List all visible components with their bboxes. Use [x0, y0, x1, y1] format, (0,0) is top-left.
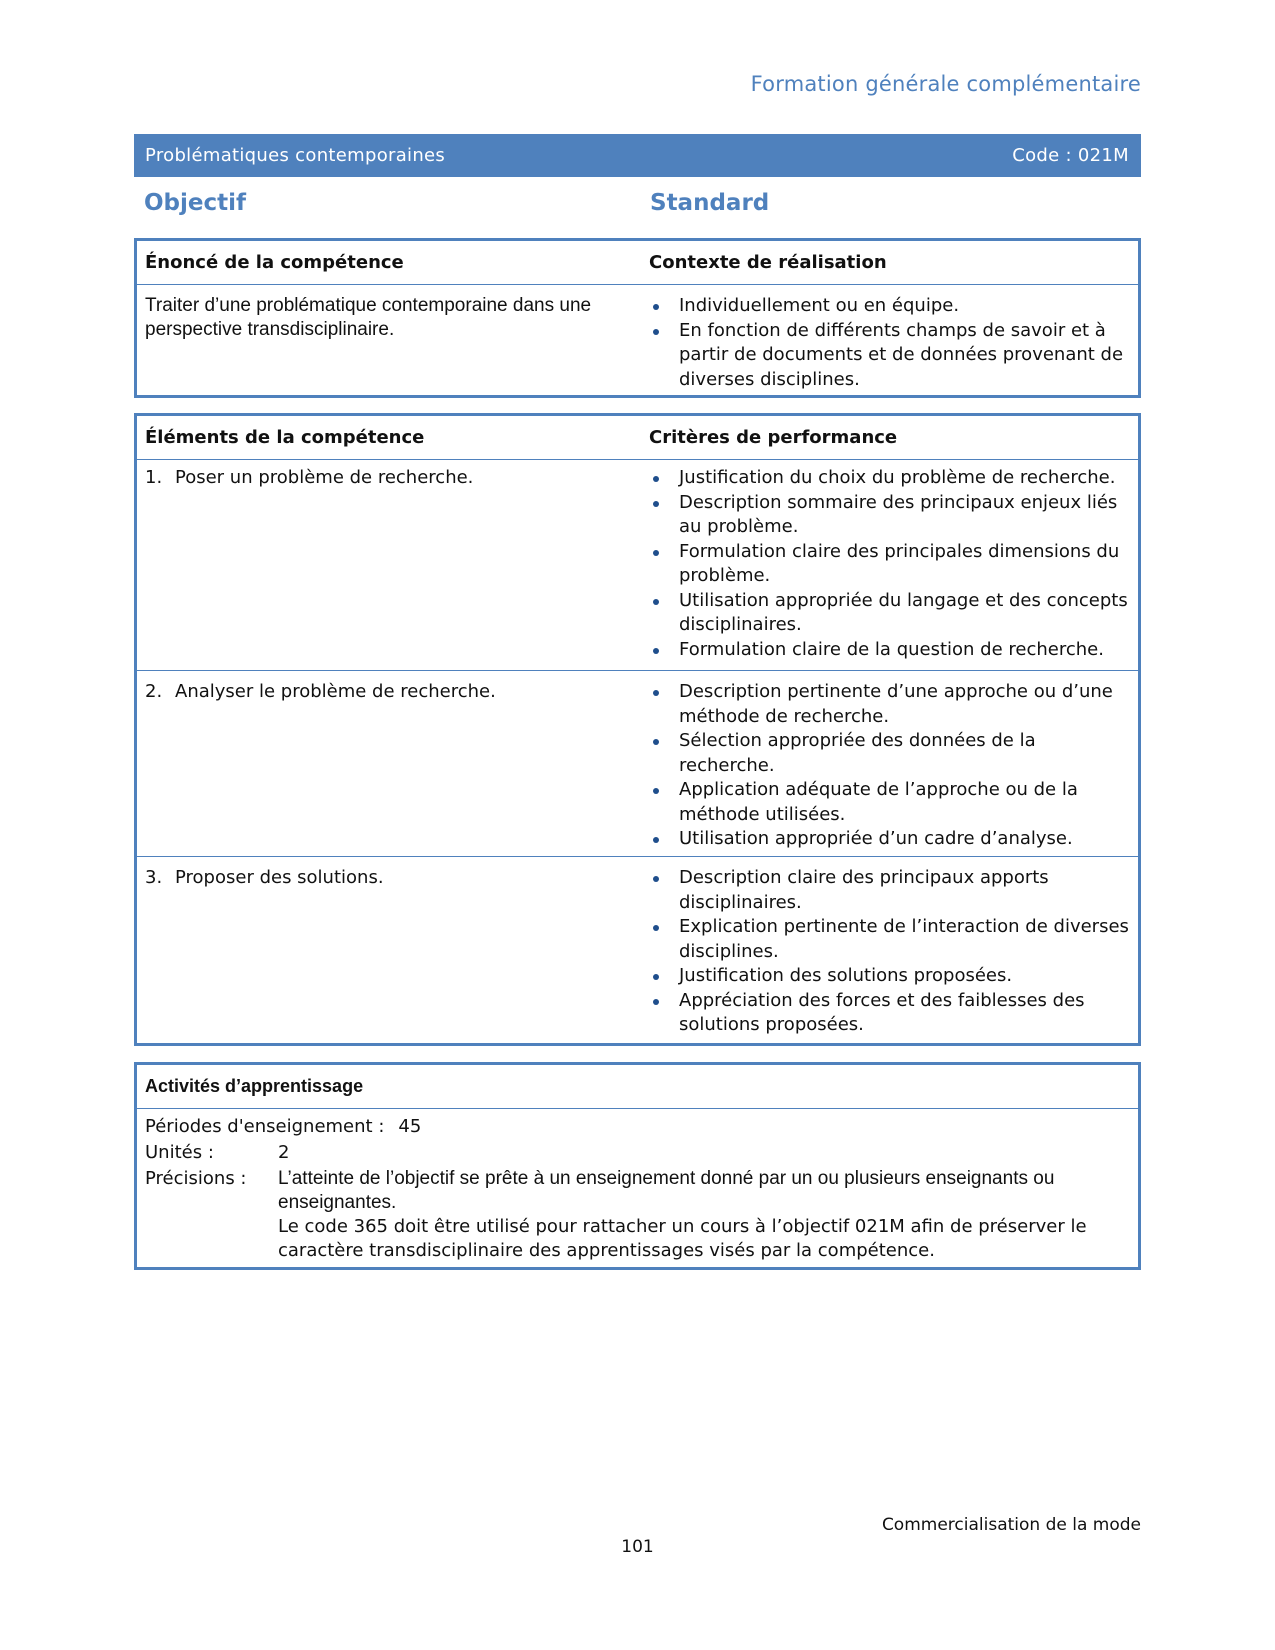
- precision-item: Le code 365 doit être utilisé pour rattacher un cours à l’objectif 021M afin de préserver le caractère transdisciplinaire des apprentissages visés par la compétence.: [278, 1216, 1087, 1261]
- unites-label: Unités :: [145, 1142, 214, 1163]
- enonce-header-row: [137, 241, 1138, 284]
- element-1: [137, 466, 637, 670]
- periodes-label: Périodes d'enseignement :: [145, 1116, 385, 1137]
- precisions-label: Précisions :: [145, 1168, 247, 1189]
- contexte-header: Contexte de réalisation: [649, 252, 887, 273]
- criteres-header: Critères de performance: [649, 427, 898, 448]
- critere-item: Sélection appropriée des données de la recherche.: [649, 729, 1130, 778]
- enonce-table: [134, 238, 1141, 398]
- element-text: Poser un problème de recherche.: [175, 467, 474, 488]
- precisions-row: [145, 1166, 1130, 1263]
- activites-header-row: [137, 1065, 1138, 1108]
- unites-row: [145, 1140, 1130, 1166]
- element-number: 3.: [145, 867, 163, 888]
- element-row-2: [137, 670, 1138, 856]
- critere-item: Description pertinente d’une approche ou d’une méthode de recherche.: [649, 680, 1130, 729]
- enonce-body-row: [137, 284, 1138, 392]
- activites-table: [134, 1062, 1141, 1270]
- enonce-text: Traiter d’une problématique contemporaine dans une perspective transdisciplinaire.: [145, 295, 592, 340]
- title-bar: [134, 134, 1141, 177]
- footer-program: Commercialisation de la mode: [881, 1515, 1141, 1535]
- elements-header-row: [137, 416, 1138, 459]
- critere-item: Utilisation appropriée du langage et des concepts disciplinaires.: [649, 589, 1130, 638]
- critere-item: Justification du choix du problème de recherche.: [649, 466, 1130, 491]
- enonce-header: Énoncé de la compétence: [145, 252, 404, 273]
- activites-header: Activités d’apprentissage: [145, 1076, 364, 1096]
- criteres-list-3: [649, 866, 1130, 1038]
- elements-table: [134, 413, 1141, 1046]
- precision-item: L’atteinte de l’objectif se prête à un enseignement donné par un ou plusieurs enseignants ou enseignantes.: [278, 1168, 1055, 1213]
- contexte-list-cell: [637, 294, 1138, 392]
- activites-body: [137, 1108, 1138, 1263]
- element-number: 2.: [145, 681, 163, 702]
- unites-value: 2: [278, 1142, 290, 1163]
- element-row-1: [137, 459, 1138, 670]
- critere-item: Description sommaire des principaux enjeux liés au problème.: [649, 491, 1130, 540]
- page-number: 101: [621, 1537, 654, 1557]
- critere-item: Description claire des principaux apports disciplinaires.: [649, 866, 1130, 915]
- critere-item: Explication pertinente de l’interaction de diverses disciplines.: [649, 915, 1130, 964]
- element-text: Analyser le problème de recherche.: [175, 681, 496, 702]
- section-head-standard: Standard: [650, 190, 770, 216]
- critere-item: Appréciation des forces et des faiblesses des solutions proposées.: [649, 989, 1130, 1038]
- contexte-item: Individuellement ou en équipe.: [649, 294, 1130, 319]
- periodes-value: 45: [398, 1116, 422, 1137]
- critere-item: Application adéquate de l’approche ou de la méthode utilisées.: [649, 778, 1130, 827]
- contexte-item: En fonction de différents champs de savoir et à partir de documents et de données provenant de diverses disciplines.: [649, 319, 1130, 393]
- contexte-list: [649, 294, 1130, 392]
- critere-item: Utilisation appropriée d’un cadre d’analyse.: [649, 827, 1130, 852]
- elements-header: Éléments de la compétence: [145, 427, 425, 448]
- element-2: [137, 680, 637, 856]
- course-title: Problématiques contemporaines: [145, 145, 446, 166]
- element-3: [137, 866, 637, 1038]
- criteres-cell-3: [637, 866, 1138, 1038]
- criteres-cell-1: [637, 466, 1138, 670]
- critere-item: Formulation claire de la question de recherche.: [649, 638, 1130, 663]
- precisions-text: [278, 1166, 1130, 1263]
- criteres-cell-2: [637, 680, 1138, 856]
- periodes-row: [145, 1114, 1130, 1140]
- running-head: Formation générale complémentaire: [750, 72, 1141, 96]
- critere-item: Formulation claire des principales dimensions du problème.: [649, 540, 1130, 589]
- critere-item: Justification des solutions proposées.: [649, 964, 1130, 989]
- section-head-objectif: Objectif: [144, 190, 247, 216]
- element-number: 1.: [145, 467, 163, 488]
- criteres-list-1: [649, 466, 1130, 662]
- criteres-list-2: [649, 680, 1130, 852]
- element-text: Proposer des solutions.: [175, 867, 384, 888]
- course-code: Code : 021M: [1012, 145, 1129, 166]
- element-row-3: [137, 856, 1138, 1038]
